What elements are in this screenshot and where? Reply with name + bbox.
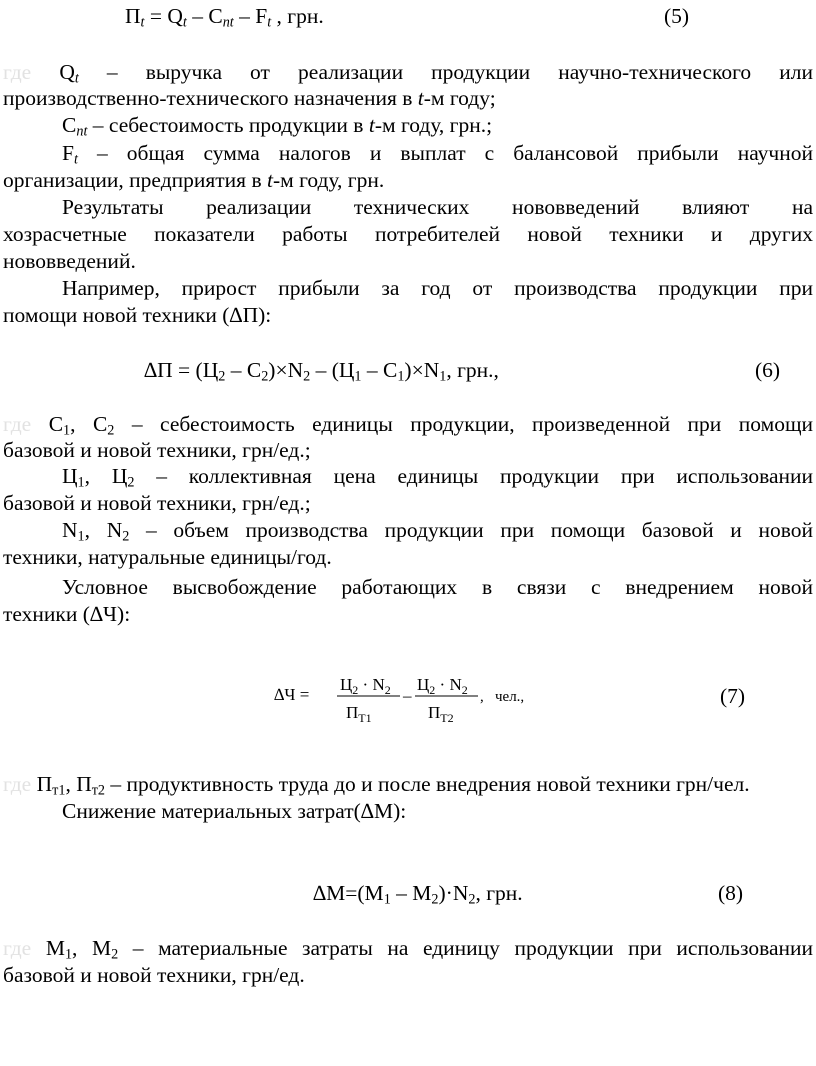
formula-7-number: (7) bbox=[720, 684, 746, 708]
para-results-line3: нововведений. bbox=[3, 249, 136, 273]
formula-6-number: (6) bbox=[755, 358, 781, 382]
para-material-line1: Снижение материальных затрат(∆М): bbox=[62, 799, 407, 823]
formula-5: $П_t = Q_t - C_{nt} - F_t$ , грн. bbox=[125, 4, 324, 31]
def-f-line1: $F_t$ – общая сумма налогов и выплат с балансовой прибыли научной bbox=[62, 141, 813, 168]
formula-7-numerator-1: $Ц_2 \cdot N_2$ bbox=[340, 675, 391, 697]
para-release-line2: техники (∆Ч): bbox=[3, 602, 131, 626]
def-c12-line2: базовой и новой техники, грн/ед.; bbox=[3, 438, 311, 462]
para-example-line1: Например, прирост прибыли за год от производства продукции при bbox=[62, 276, 813, 300]
def-q-line1: где $Q_t$ – выручка от реализации продукции научно-технического или bbox=[3, 60, 813, 87]
formula-7-minus: – bbox=[403, 686, 412, 705]
formula-6: $\Delta П = (Ц_2 - C_2)\times N_2 - (Ц_1 - C_1)\times N_1$, грн., bbox=[144, 358, 499, 385]
def-m-line1: где $М_1$, $М_2$ – материальные затраты на единицу продукции при использовании bbox=[3, 936, 814, 963]
para-release-line1: Условное высвобождение работающих в связи с внедрением новой bbox=[62, 575, 813, 599]
para-results-line2: хозрасчетные показатели работы потребителей новой техники и других bbox=[3, 222, 813, 246]
def-q-line2: производственно-технического назначения в t-м году; bbox=[3, 86, 496, 110]
where-label: где bbox=[3, 60, 32, 84]
formula-7-denominator-2: $П_{Т2}$ bbox=[428, 703, 454, 725]
formula-8: $\Delta М=(М_1 - М_2)\cdot N_2$, грн. bbox=[313, 881, 523, 908]
formula-5-number: (5) bbox=[664, 4, 690, 28]
para-results-line1: Результаты реализации технических нововведений влияют на bbox=[62, 195, 813, 219]
def-m-line2: базовой и новой техники, грн/ед. bbox=[3, 963, 305, 987]
def-c-line: $C_{nt}$ – себестоимость продукции в t-м году, грн.; bbox=[62, 113, 493, 140]
def-c12-line1: где $C_1$, $C_2$ – себестоимость единицы продукции, произведенной при помощи bbox=[3, 412, 814, 439]
def-f-line2: организации, предприятия в t-м году, грн. bbox=[3, 168, 385, 192]
formula-7-denominator-1: $П_{Т1}$ bbox=[346, 703, 372, 725]
formula-7 bbox=[270, 668, 570, 728]
formula-7-lhs: ∆Ч = bbox=[274, 685, 310, 704]
formula-7-unit: , чел., bbox=[480, 689, 525, 705]
para-example-line2: помощи новой техники (∆П): bbox=[3, 303, 272, 327]
def-n-line1: $N_1$, $N_2$ – объем производства продукции при помощи базовой и новой bbox=[62, 518, 814, 545]
def-ts-line2: базовой и новой техники, грн/ед.; bbox=[3, 491, 311, 515]
def-ts-line1: $Ц_1$, $Ц_2$ – коллективная цена единицы продукции при использовании bbox=[62, 464, 814, 491]
formula-7-numerator-2: $Ц_2 \cdot N_2$ bbox=[417, 675, 468, 697]
def-p-line: где $П_{т1}$, $П_{т2}$ – продуктивность труда до и после внедрения новой техники грн/чел. bbox=[3, 772, 750, 799]
def-n-line2: техники, натуральные единицы/год. bbox=[3, 545, 332, 569]
formula-8-number: (8) bbox=[718, 881, 744, 905]
